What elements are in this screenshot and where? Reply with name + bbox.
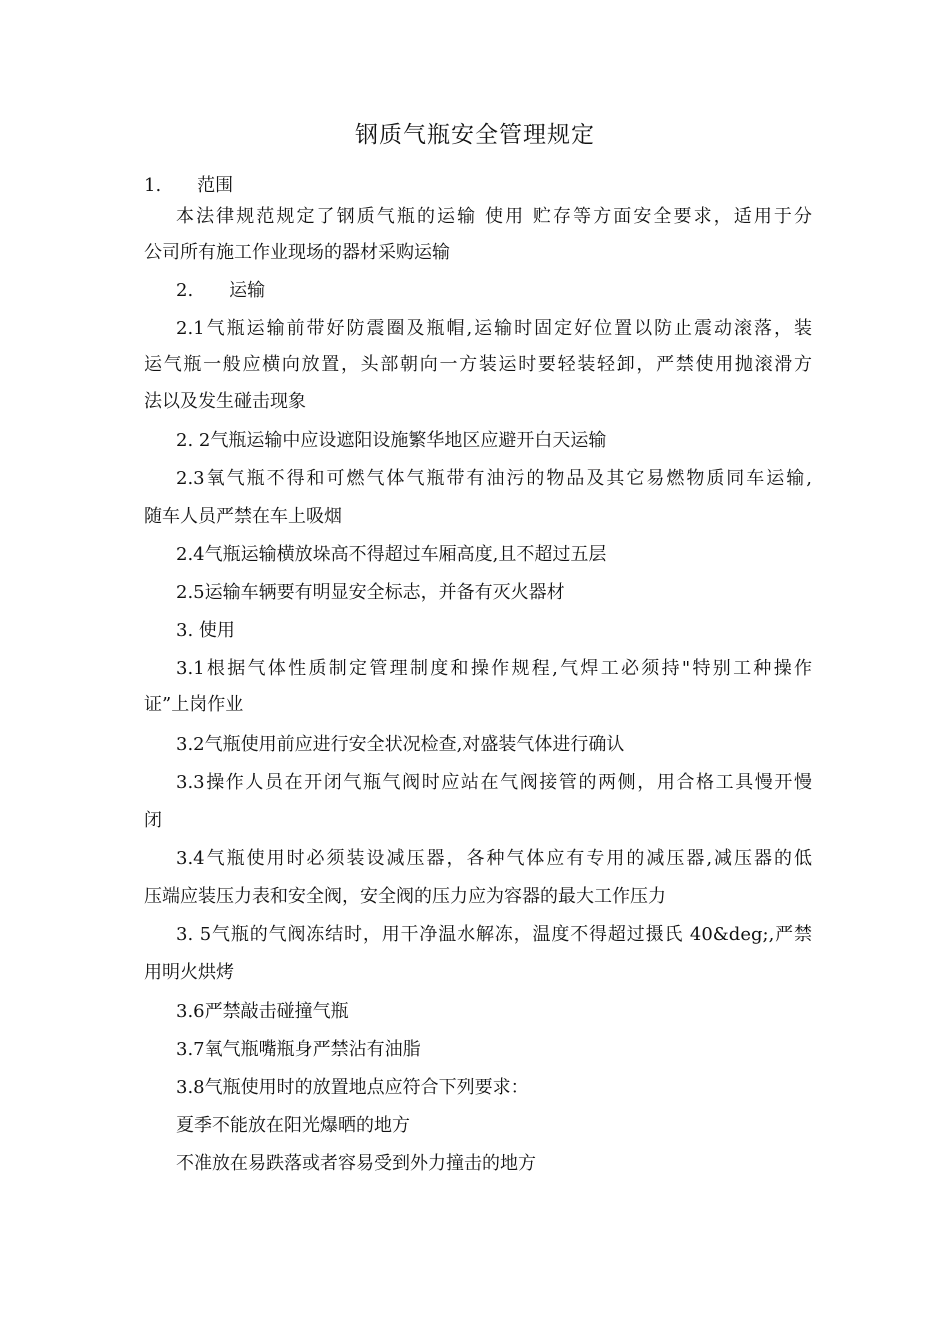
paragraph-line: 随车人员严禁在车上吸烟	[144, 506, 342, 527]
section-heading-scope: 1. 范围	[144, 175, 234, 196]
paragraph-line: 夏季不能放在阳光爆晒的地方	[176, 1115, 410, 1136]
paragraph-line: 不准放在易跌落或者容易受到外力撞击的地方	[176, 1153, 536, 1174]
section-heading-usage: 3. 使用	[176, 620, 235, 641]
paragraph-line: 3.8气瓶使用时的放置地点应符合下列要求：	[176, 1077, 529, 1098]
paragraph-line: 公司所有施工作业现场的器材采购运输	[144, 242, 450, 263]
paragraph-line: 3.3操作人员在开闭气瓶气阀时应站在气阀接管的两侧，用合格工具慢开慢	[176, 772, 812, 793]
paragraph-line: 2.4气瓶运输横放垛高不得超过车厢高度,且不超过五层	[176, 544, 607, 565]
paragraph-line: 3. 5气瓶的气阀冻结时，用干净温水解冻，温度不得超过摄氏 40&deg;,严禁	[176, 924, 812, 945]
paragraph-line: 2.5运输车辆要有明显安全标志，并备有灭火器材	[176, 582, 565, 603]
document-title: 钢质气瓶安全管理规定	[355, 122, 595, 148]
paragraph-line: 用明火烘烤	[144, 962, 234, 983]
paragraph-line: 本法律规范规定了钢质气瓶的运输 使用 贮存等方面安全要求，适用于分	[176, 206, 812, 227]
paragraph-line: 3.2气瓶使用前应进行安全状况检查,对盛装气体进行确认	[176, 734, 625, 755]
paragraph-line: 证”上岗作业	[144, 694, 244, 715]
paragraph-line: 3.4气瓶使用时必须装设减压器，各种气体应有专用的减压器,减压器的低	[176, 848, 812, 869]
paragraph-line: 2.1气瓶运输前带好防震圈及瓶帽,运输时固定好位置以防止震动滚落，装	[176, 318, 812, 339]
paragraph-line: 压端应装压力表和安全阀，安全阀的压力应为容器的最大工作压力	[144, 886, 666, 907]
paragraph-line: 2. 2气瓶运输中应设遮阳设施繁华地区应避开白天运输	[176, 430, 607, 451]
paragraph-line: 3.7氧气瓶嘴瓶身严禁沾有油脂	[176, 1039, 421, 1060]
section-heading-transport: 2. 运输	[176, 280, 266, 301]
paragraph-line: 3.1根据气体性质制定管理制度和操作规程,气焊工必须持"特别工种操作	[176, 658, 812, 679]
paragraph-line: 2.3氧气瓶不得和可燃气体气瓶带有油污的物品及其它易燃物质同车运输,	[176, 468, 812, 489]
paragraph-line: 闭	[144, 810, 162, 831]
paragraph-line: 法以及发生碰击现象	[144, 391, 306, 412]
paragraph-line: 运气瓶一般应横向放置，头部朝向一方装运时要轻装轻卸，严禁使用抛滚滑方	[144, 354, 812, 375]
paragraph-line: 3.6严禁敲击碰撞气瓶	[176, 1001, 349, 1022]
